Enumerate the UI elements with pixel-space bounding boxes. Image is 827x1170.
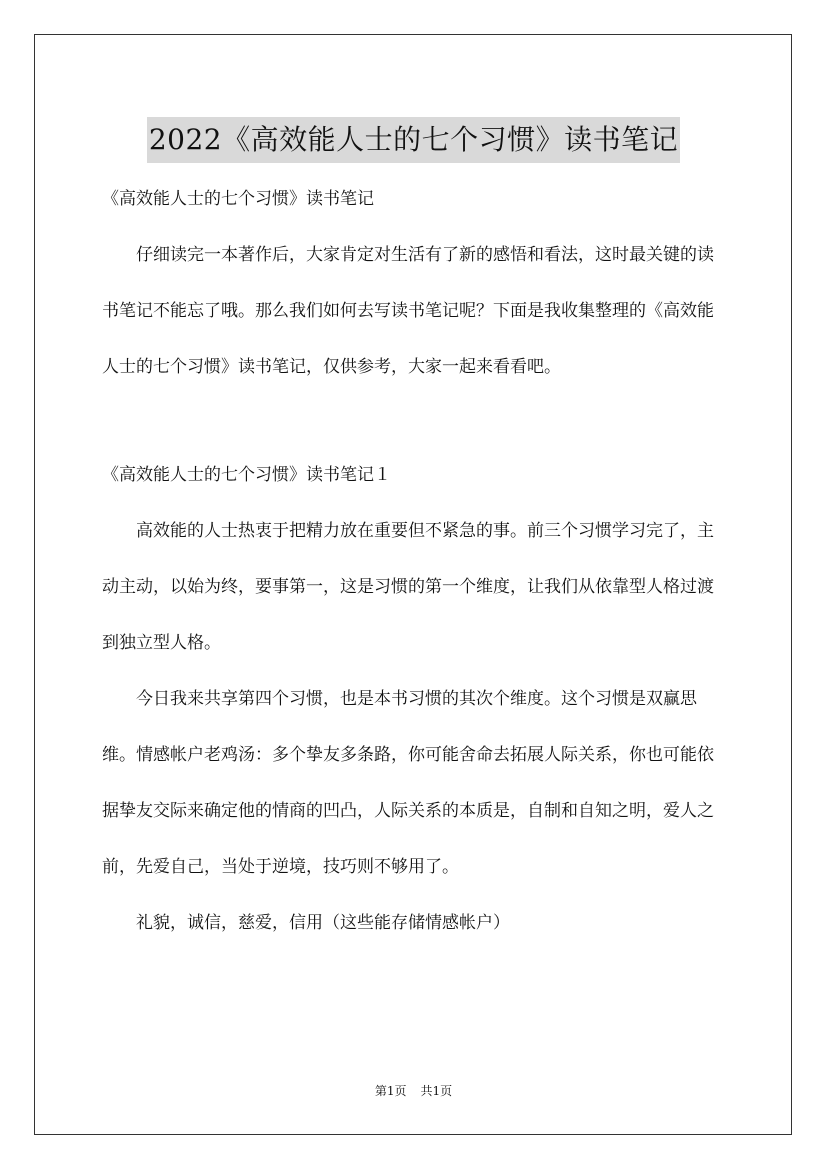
document-body [102, 171, 728, 951]
section-spacer [102, 395, 728, 447]
document-subtitle: 《高效能人士的七个习惯》读书笔记 [102, 189, 374, 209]
body-paragraph-3: 礼貌，诚信，慈爱，信用（这些能存储情感帐户） [136, 913, 510, 933]
body-paragraph-2: 今日我来共享第四个习惯，也是本书习惯的其次个维度。这个习惯是双赢思维。情感帐户老鸡汤：多个挚友多条路，你可能舍命去拓展人际关系，你也可能依据挚友交际来确定他的情商的凹凸，人际关系的本质是，自制和自知之明，爱人之前，先爱自己，当处于逆境，技巧则不够用了。 [102, 689, 714, 877]
section-heading: 《高效能人士的七个习惯》读书笔记１ [102, 465, 391, 485]
page-number: 第1页 [374, 1084, 407, 1098]
body-paragraph-1: 高效能的人士热衷于把精力放在重要但不紧急的事。前三个习惯学习完了，主动主动，以始为终，要事第一，这是习惯的第一个维度，让我们从依靠型人格过渡到独立型人格。 [102, 521, 714, 653]
page-footer [0, 1082, 827, 1099]
document-title: 2022《高效能人士的七个习惯》读书笔记 [147, 117, 680, 163]
title-container [0, 98, 827, 182]
intro-paragraph: 仔细读完一本著作后，大家肯定对生活有了新的感悟和看法，这时最关键的读书笔记不能忘了哦。那么我们如何去写读书笔记呢？下面是我收集整理的《高效能人士的七个习惯》读书笔记，仅供参考，大家一起来看看吧。 [102, 245, 714, 377]
page-total: 共1页 [420, 1084, 453, 1098]
